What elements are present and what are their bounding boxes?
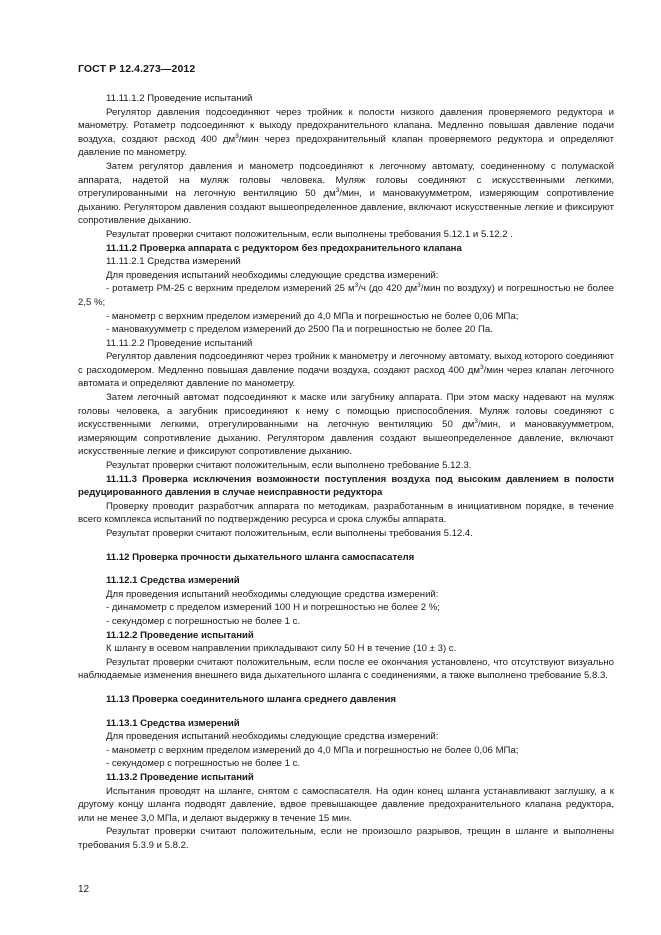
subsection-heading: 11.11.2.1 Средства измерений xyxy=(106,256,241,268)
paragraph: Испытания проводят на шланге, снятом с самоспасателя. На один конец шланга устанавливают заглушку, а к другому концу шланга подводят давление, вдвое превышающее давление предохранительного клапана редуктора, или не менее 3,0 МПа, и делают выдержку в течение 15 мин. xyxy=(78,785,614,824)
subsection-heading: 11.13.2 Проведение испытаний xyxy=(106,771,254,783)
list-item: - ротаметр РМ-25 с верхним пределом измерений 25 $м^3/ч$ (до 420 $дм^3$/мин по воздуху) и погрешностью не более 2,5 %; xyxy=(78,282,614,308)
page-number: 12 xyxy=(78,884,90,895)
paragraph: Регулятор давления подсоединяют через тройник к манометру и легочному автомату, выход которого соединяют с расходомером. Медленно повышая давление подачи воздуха, создают расход 400 $дм^3$/мин через клапан легочного автомата и определяют давление по манометру. xyxy=(78,351,614,390)
paragraph: Проверку проводит разработчик аппарата по методикам, разработанным в инициативном порядке, в течение всего комплекса испытаний по подтверждению ресурса и срока службы аппарата. xyxy=(78,500,614,526)
paragraph: Для проведения испытаний необходимы следующие средства измерений: xyxy=(106,588,439,600)
section-heading: 11.12 Проверка прочности дыхательного шланга самоспасателя xyxy=(106,551,415,563)
subsection-heading: 11.13.1 Средства измерений xyxy=(106,717,240,729)
paragraph: Результат проверки считают положительным, если после ее окончания установлено, что отсутствуют визуально наблюдаемые изменения внешнего вида дыхательного шланга с соединениями, а также выполнено требование 5.8.3. xyxy=(78,656,614,682)
list-item: - манометр с верхним пределом измерений до 4,0 МПа и погрешностью не более 0,06 МПа; xyxy=(106,310,519,322)
section-heading: 11.13 Проверка соединительного шланга среднего давления xyxy=(106,693,396,705)
paragraph: Затем регулятор давления и манометр подсоединяют к легочному автомату, соединенному с полумаской аппарата, надетой на муляж головы человека. Муляж головы соединяют с искусственными легкими, отрегулированными на легочную вентиляцию 50 $дм^3$/мин, и мановакуумметром, измеряющим сопротивление дыханию. Регулятором давления создают вышеопределенное давление, включают искусственные легкие и фиксируют сопротивление дыханию. xyxy=(78,160,614,227)
section-heading: 11.11.2 Проверка аппарата с редуктором без предохранительного клапана xyxy=(106,242,462,254)
section-heading: 11.11.3 Проверка исключения возможности поступления воздуха под высоким давлением в полости редуцированного давления в случае неисправности редуктора xyxy=(78,473,614,499)
list-item: - секундомер с погрешностью не более 1 с. xyxy=(106,758,301,770)
paragraph: К шлангу в осевом направлении прикладывают силу 50 Н в течение (10 ± 3) с. xyxy=(106,643,457,655)
list-item: - динамометр с пределом измерений 100 Н и погрешностью не более 2 %; xyxy=(106,602,440,614)
paragraph: Результат проверки считают положительным, если выполнены требования 5.12.1 и 5.12.2 . xyxy=(106,228,513,240)
list-item: - мановакуумметр с пределом измерений до 2500 Па и погрешностью не более 20 Па. xyxy=(106,324,493,336)
list-item: - манометр с верхним пределом измерений до 4,0 МПа и погрешностью не более 0,06 МПа; xyxy=(106,744,519,756)
paragraph: Для проведения испытаний необходимы следующие средства измерений: xyxy=(106,731,439,743)
paragraph: Регулятор давления подсоединяют через тройник к полости низкого давления проверяемого редуктора и манометру. Ротаметр подсоединяют к выходу предохранительного клапана. Медленно повышая давление подачи воздуха, создают расход 400 $дм^3$/мин через предохранительный клапан проверяемого редуктора и определяют давление по манометру. xyxy=(78,106,614,159)
paragraph: Затем легочный автомат подсоединяют к маске или загубнику аппарата. При этом маску надевают на муляж головы человека, а загубник присоединяют к нему с помощью приспособления. Муляж головы соединяют с искусственными легкими, отрегулированными на легочную вентиляцию 50 $дм^3$/мин, и мановакуумметром, измеряющим сопротивление дыханию. Регулятором давления создают вышеопределенное давление, включают искусственные легкие и фиксируют сопротивление дыханию. xyxy=(78,392,614,458)
subsection-heading: 11.12.2 Проведение испытаний xyxy=(106,629,254,641)
subsection-heading: 11.11.1.2 Проведение испытаний xyxy=(106,93,253,104)
document-header: ГОСТ Р 12.4.273—2012 xyxy=(78,63,196,75)
paragraph: Результат проверки считают положительным, если не произошло разрывов, трещин в шланге и выполнены требования 5.3.9 и 5.8.2. xyxy=(78,826,614,851)
document-body xyxy=(78,92,614,852)
paragraph: Для проведения испытаний необходимы следующие средства измерений: xyxy=(106,269,439,281)
paragraph: Результат проверки считают положительным, если выполнено требование 5.12.3. xyxy=(106,460,472,472)
list-item: - секундомер с погрешностью не более 1 с. xyxy=(106,615,301,627)
subsection-heading: 11.11.2.2 Проведение испытаний xyxy=(106,337,253,349)
paragraph: Результат проверки считают положительным, если выполнены требования 5.12.4. xyxy=(106,528,473,539)
subsection-heading: 11.12.1 Средства измерений xyxy=(106,575,240,587)
